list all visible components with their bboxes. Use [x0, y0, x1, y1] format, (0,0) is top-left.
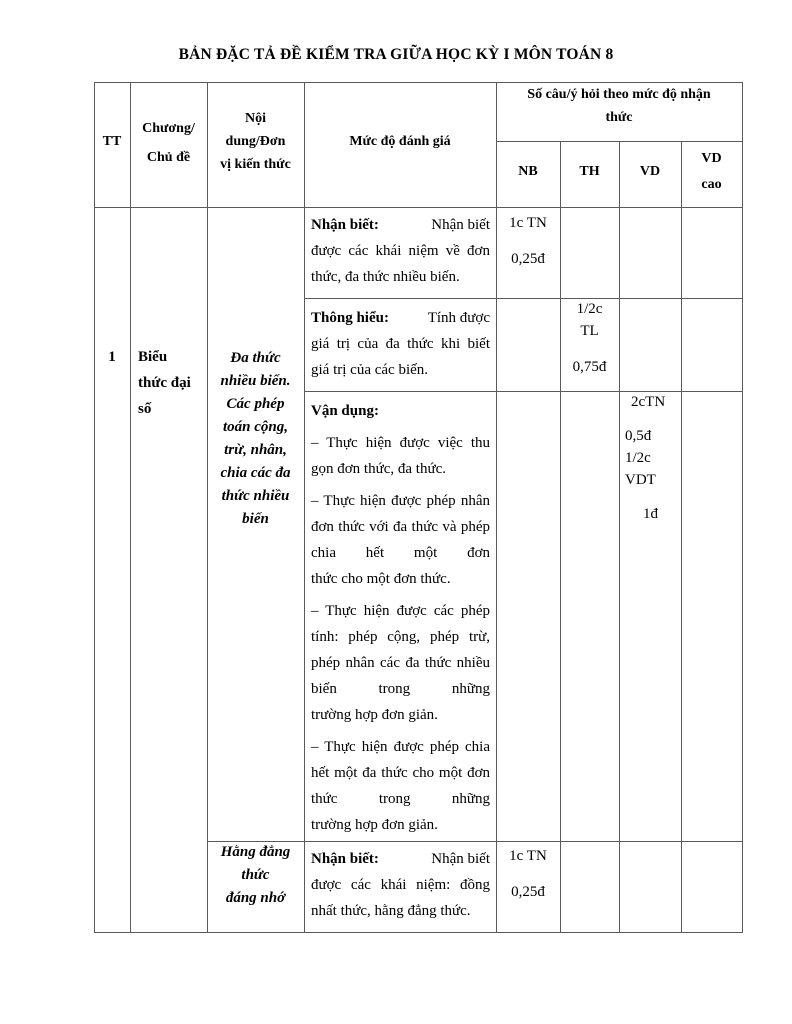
header-vd-label: VD	[639, 164, 661, 179]
header-mucdo-label: Mức độ đánh giá	[349, 134, 451, 149]
nb2-count-line1: 1c TN	[509, 848, 547, 864]
noidung2-line: thức	[241, 867, 270, 883]
row1-noidung2	[207, 841, 304, 910]
nb1-count-line1: 1c TN	[509, 215, 547, 231]
header-socau	[496, 83, 742, 129]
row1-tt-value: 1	[108, 349, 116, 365]
nhanbiet-1-rest: Nhận biết	[431, 217, 490, 233]
nb2-count	[496, 838, 560, 910]
vandung-item-last: trường hợp đơn giản.	[311, 707, 438, 723]
header-th	[560, 160, 619, 183]
noidung1-line: Đa thức	[230, 350, 281, 366]
header-vdc	[681, 146, 742, 198]
header-noidung-line3: vị kiến thức	[220, 157, 291, 172]
vandung-item-last: thức cho một đơn thức.	[311, 571, 451, 587]
vd-count-line2: 0,5đ	[625, 428, 652, 444]
thonghieu-line3: giá trị của các biến.	[311, 362, 429, 378]
header-socau-line2: thức	[605, 110, 633, 125]
nhanbiet-2-label: Nhận biết:	[311, 851, 379, 867]
nb1-count-line2: 0,25đ	[511, 251, 545, 267]
noidung1-line: Các phép	[226, 396, 285, 412]
header-noidung	[207, 107, 304, 176]
vd-count-line3: 1/2c	[625, 450, 651, 466]
noidung1-line: nhiều biến.	[220, 373, 291, 389]
noidung1-line: toán cộng,	[222, 419, 288, 435]
nhanbiet-2-line3: nhất thức, hằng đẳng thức.	[311, 903, 471, 919]
row1-tt	[94, 344, 130, 370]
header-chuong	[130, 114, 207, 172]
page-title: BẢN ĐẶC TẢ ĐỀ KIỂM TRA GIỮA HỌC KỲ I MÔN TOÁN 8	[178, 46, 614, 63]
row1-chuong	[138, 344, 206, 422]
thonghieu-label: Thông hiểu:	[311, 310, 389, 326]
nhanbiet-1-line2: được các khái niệm về đơn	[311, 243, 490, 259]
vandung-item-last: gọn đơn thức, đa thức.	[311, 461, 446, 477]
mucdo-thonghieu	[311, 305, 490, 383]
header-vd	[619, 160, 681, 183]
row1-chuong-line1: Biểu	[138, 349, 168, 365]
vd-count-line1: 2cTN	[631, 394, 666, 410]
header-chuong-line1: Chương/	[142, 121, 195, 136]
header-mucdo	[304, 130, 496, 153]
nb2-count-line2: 0,25đ	[511, 884, 545, 900]
nb1-count	[496, 205, 560, 277]
vandung-label: Vận dụng:	[311, 403, 379, 419]
mucdo-nhanbiet-2	[311, 846, 490, 924]
th-count-line1: 1/2c	[576, 301, 603, 317]
header-nb-label: NB	[518, 164, 538, 179]
noidung2-line: đáng nhớ	[225, 890, 286, 906]
row1-noidung1	[207, 347, 304, 531]
nhanbiet-1-label: Nhận biết:	[311, 217, 379, 233]
vandung-item	[311, 734, 490, 838]
th-count	[560, 298, 619, 378]
nhanbiet-2-line2: được các khái niệm: đồng	[311, 877, 490, 893]
header-noidung-line2: dung/Đơn	[225, 134, 286, 149]
row1-chuong-line2: thức đại	[138, 375, 191, 391]
vandung-item-text: – Thực hiện được việc thu	[311, 435, 490, 451]
noidung1-line: trừ, nhân,	[224, 442, 287, 458]
header-tt-label: TT	[102, 134, 122, 149]
thonghieu-first-line	[311, 305, 490, 331]
nhanbiet-1-first-line	[311, 212, 490, 238]
th-count-line3: 0,75đ	[572, 359, 607, 375]
vandung-item-last: trường hợp đơn giản.	[311, 817, 438, 833]
header-vdc-line1: VD	[701, 151, 722, 166]
header-th-label: TH	[579, 164, 600, 179]
header-chuong-line2: Chủ đề	[146, 150, 191, 165]
vd-count-line4: VDT	[625, 472, 656, 488]
header-socau-line1: Số câu/ý hỏi theo mức độ nhận	[527, 87, 711, 102]
vandung-item	[311, 598, 490, 728]
mucdo-nhanbiet-1	[311, 212, 490, 290]
thonghieu-line2: giá trị của đa thức khi biết	[311, 336, 490, 352]
vd-count-line5: 1đ	[643, 506, 658, 522]
nhanbiet-2-first-line	[311, 846, 490, 872]
row1-chuong-line3: số	[138, 401, 152, 417]
vandung-item	[311, 488, 490, 592]
th-count-line2: TL	[580, 323, 599, 339]
vandung-item-text: – Thực hiện được phép chia hết một đa thức cho một đơn thức trong những	[311, 739, 490, 807]
noidung1-line: thức nhiều	[221, 488, 290, 504]
header-noidung-line1: Nội	[245, 111, 266, 126]
noidung1-line: chia các đa	[220, 465, 291, 481]
thonghieu-rest: Tính được	[427, 310, 490, 326]
header-vdc-line2: cao	[701, 177, 722, 192]
nhanbiet-1-line3: thức, đa thức nhiều biến.	[311, 269, 460, 285]
noidung1-line: biến	[242, 511, 269, 527]
nhanbiet-2-rest: Nhận biết	[431, 851, 490, 867]
vandung-item	[311, 430, 490, 482]
vd-count	[619, 391, 681, 525]
header-tt	[94, 130, 130, 153]
header-nb	[496, 160, 560, 183]
mucdo-vandung	[311, 398, 490, 838]
vandung-item-text: – Thực hiện được các phép tính: phép cộng, phép trừ, phép nhân các đa thức nhiều biến trong những	[311, 603, 490, 697]
noidung2-line: Hằng đẳng	[220, 844, 291, 860]
vandung-item-text: – Thực hiện được phép nhân đơn thức với đa thức và phép chia hết một đơn	[311, 493, 490, 561]
